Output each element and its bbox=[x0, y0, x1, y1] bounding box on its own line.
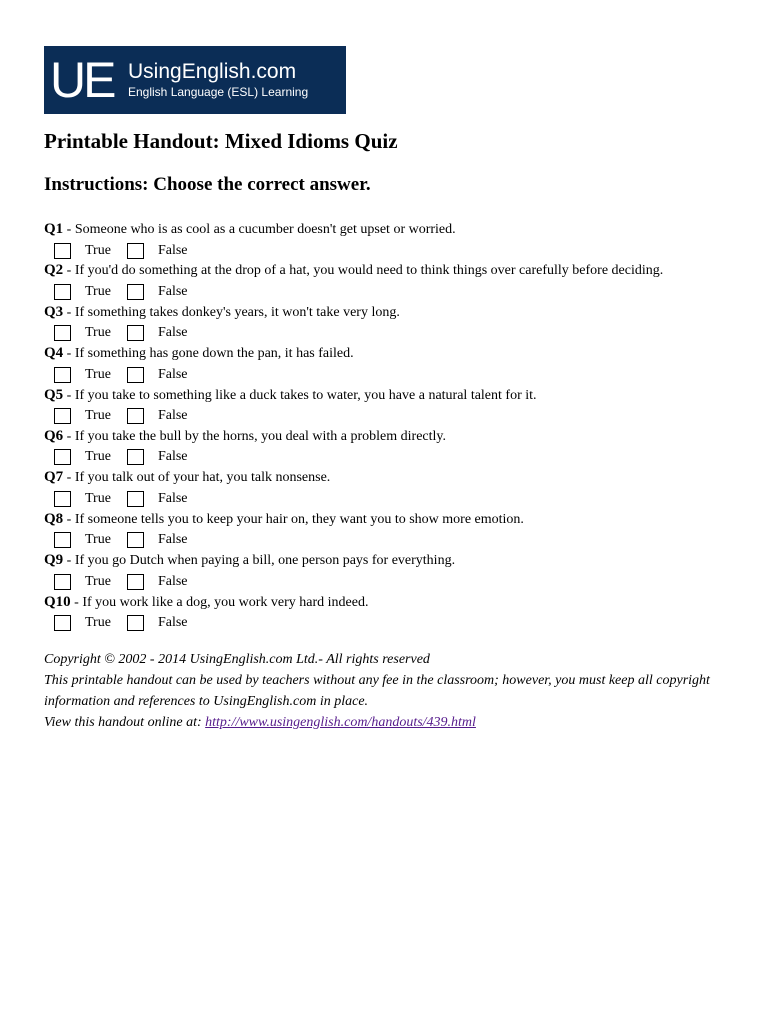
answer-options bbox=[44, 364, 744, 385]
question-text bbox=[44, 426, 744, 447]
false-checkbox[interactable] bbox=[127, 367, 144, 383]
answer-options bbox=[44, 488, 744, 509]
question-number: Q4 bbox=[44, 345, 64, 362]
question-statement: - If you take to something like a duck takes to water, you have a natural talent for it. bbox=[63, 387, 537, 403]
question-item bbox=[44, 260, 744, 301]
true-label: True bbox=[85, 325, 111, 341]
true-checkbox[interactable] bbox=[54, 491, 71, 507]
true-checkbox[interactable] bbox=[54, 325, 71, 341]
true-label: True bbox=[85, 366, 111, 382]
answer-options bbox=[44, 447, 744, 468]
option-true[interactable] bbox=[54, 615, 119, 631]
answer-options bbox=[44, 406, 744, 427]
false-checkbox[interactable] bbox=[127, 532, 144, 548]
question-item bbox=[44, 592, 744, 633]
true-checkbox[interactable] bbox=[54, 574, 71, 590]
question-statement: - If you take the bull by the horns, you deal with a problem directly. bbox=[63, 428, 446, 444]
false-label: False bbox=[157, 490, 188, 506]
question-number: Q7 bbox=[44, 469, 64, 486]
option-false[interactable] bbox=[127, 449, 196, 465]
false-checkbox[interactable] bbox=[127, 243, 144, 259]
logo-text bbox=[128, 60, 308, 100]
question-text bbox=[44, 302, 744, 323]
false-label: False bbox=[157, 366, 188, 382]
option-true[interactable] bbox=[54, 284, 119, 300]
true-label: True bbox=[85, 615, 111, 631]
false-checkbox[interactable] bbox=[127, 449, 144, 465]
question-item bbox=[44, 302, 744, 343]
question-statement: - If someone tells you to keep your hair on, they want you to show more emotion. bbox=[63, 511, 524, 527]
true-label: True bbox=[85, 408, 111, 424]
true-label: True bbox=[85, 283, 111, 299]
option-false[interactable] bbox=[127, 325, 196, 341]
question-item bbox=[44, 385, 744, 426]
true-checkbox[interactable] bbox=[54, 449, 71, 465]
option-true[interactable] bbox=[54, 491, 119, 507]
false-label: False bbox=[157, 408, 188, 424]
question-number: Q3 bbox=[44, 303, 64, 320]
question-statement: - If something has gone down the pan, it has failed. bbox=[63, 346, 354, 362]
false-checkbox[interactable] bbox=[127, 284, 144, 300]
false-label: False bbox=[157, 615, 188, 631]
option-false[interactable] bbox=[127, 243, 196, 259]
question-number: Q8 bbox=[44, 510, 64, 527]
option-true[interactable] bbox=[54, 325, 119, 341]
false-checkbox[interactable] bbox=[127, 408, 144, 424]
true-checkbox[interactable] bbox=[54, 615, 71, 631]
question-text bbox=[44, 343, 744, 364]
false-checkbox[interactable] bbox=[127, 615, 144, 631]
question-text bbox=[44, 509, 744, 530]
question-statement: - If something takes donkey's years, it won't take very long. bbox=[63, 304, 400, 320]
usage-text: This printable handout can be used by teachers without any fee in the classroom; however, you must keep all copyright information and references to UsingEnglish.com in place. bbox=[44, 673, 710, 709]
answer-options bbox=[44, 613, 744, 634]
question-number: Q2 bbox=[44, 262, 64, 279]
footer bbox=[44, 649, 744, 733]
true-checkbox[interactable] bbox=[54, 408, 71, 424]
answer-options bbox=[44, 323, 744, 344]
answer-options bbox=[44, 240, 744, 261]
question-number: Q1 bbox=[44, 221, 64, 237]
false-label: False bbox=[157, 573, 188, 589]
true-label: True bbox=[85, 242, 111, 258]
false-label: False bbox=[157, 532, 188, 548]
question-number: Q6 bbox=[44, 427, 64, 444]
question-statement: - If you talk out of your hat, you talk nonsense. bbox=[63, 470, 331, 486]
option-true[interactable] bbox=[54, 574, 119, 590]
question-number: Q5 bbox=[44, 386, 64, 403]
question-text bbox=[44, 260, 744, 281]
true-label: True bbox=[85, 573, 111, 589]
false-label: False bbox=[157, 449, 188, 465]
answer-options bbox=[44, 571, 744, 592]
option-true[interactable] bbox=[54, 532, 119, 548]
option-false[interactable] bbox=[127, 615, 196, 631]
question-item bbox=[44, 550, 744, 591]
option-false[interactable] bbox=[127, 491, 196, 507]
question-item bbox=[44, 467, 744, 508]
question-item bbox=[44, 426, 744, 467]
option-true[interactable] bbox=[54, 408, 119, 424]
logo-title: UsingEnglish.com bbox=[128, 60, 297, 83]
question-list bbox=[44, 219, 744, 633]
copyright-text: Copyright © 2002 - 2014 UsingEnglish.com Ltd.- All rights reserved bbox=[44, 652, 430, 667]
question-statement: - If you'd do something at the drop of a hat, you would need to think things over carefully before deciding. bbox=[63, 263, 664, 279]
answer-options bbox=[44, 530, 744, 551]
question-number: Q10 bbox=[44, 593, 71, 610]
question-text bbox=[44, 550, 744, 571]
question-text bbox=[44, 467, 744, 488]
view-online-label: View this handout online at: bbox=[44, 715, 206, 730]
true-label: True bbox=[85, 449, 111, 465]
question-statement: - Someone who is as cool as a cucumber doesn't get upset or worried. bbox=[63, 222, 456, 237]
view-online-line bbox=[44, 712, 744, 733]
answer-options bbox=[44, 281, 744, 302]
false-label: False bbox=[157, 325, 188, 341]
question-item bbox=[44, 343, 744, 384]
option-true[interactable] bbox=[54, 449, 119, 465]
false-label: False bbox=[157, 283, 188, 299]
false-checkbox[interactable] bbox=[127, 325, 144, 341]
false-checkbox[interactable] bbox=[127, 574, 144, 590]
option-false[interactable] bbox=[127, 367, 196, 383]
logo-subtitle: English Language (ESL) Learning bbox=[128, 85, 309, 99]
instructions-heading: Instructions: Choose the correct answer. bbox=[44, 174, 371, 195]
true-checkbox[interactable] bbox=[54, 532, 71, 548]
logo-mark: UE bbox=[50, 52, 114, 108]
usingenglish-logo bbox=[44, 46, 346, 114]
option-false[interactable] bbox=[127, 284, 196, 300]
false-label: False bbox=[157, 242, 188, 258]
true-checkbox[interactable] bbox=[54, 284, 71, 300]
question-item bbox=[44, 219, 744, 260]
question-text bbox=[44, 219, 744, 240]
true-checkbox[interactable] bbox=[54, 367, 71, 383]
option-false[interactable] bbox=[127, 532, 196, 548]
option-true[interactable] bbox=[54, 243, 119, 259]
option-false[interactable] bbox=[127, 574, 196, 590]
true-label: True bbox=[85, 490, 111, 506]
true-checkbox[interactable] bbox=[54, 243, 71, 259]
true-label: True bbox=[85, 532, 111, 548]
question-number: Q9 bbox=[44, 552, 64, 569]
page-title: Printable Handout: Mixed Idioms Quiz bbox=[44, 129, 398, 153]
question-statement: - If you work like a dog, you work very hard indeed. bbox=[70, 594, 369, 610]
question-text bbox=[44, 385, 744, 406]
question-text bbox=[44, 592, 744, 613]
option-true[interactable] bbox=[54, 367, 119, 383]
question-item bbox=[44, 509, 744, 550]
option-false[interactable] bbox=[127, 408, 196, 424]
question-statement: - If you go Dutch when paying a bill, one person pays for everything. bbox=[63, 553, 456, 569]
false-checkbox[interactable] bbox=[127, 491, 144, 507]
handout-url-link[interactable]: http://www.usingenglish.com/handouts/439.html bbox=[205, 715, 476, 730]
